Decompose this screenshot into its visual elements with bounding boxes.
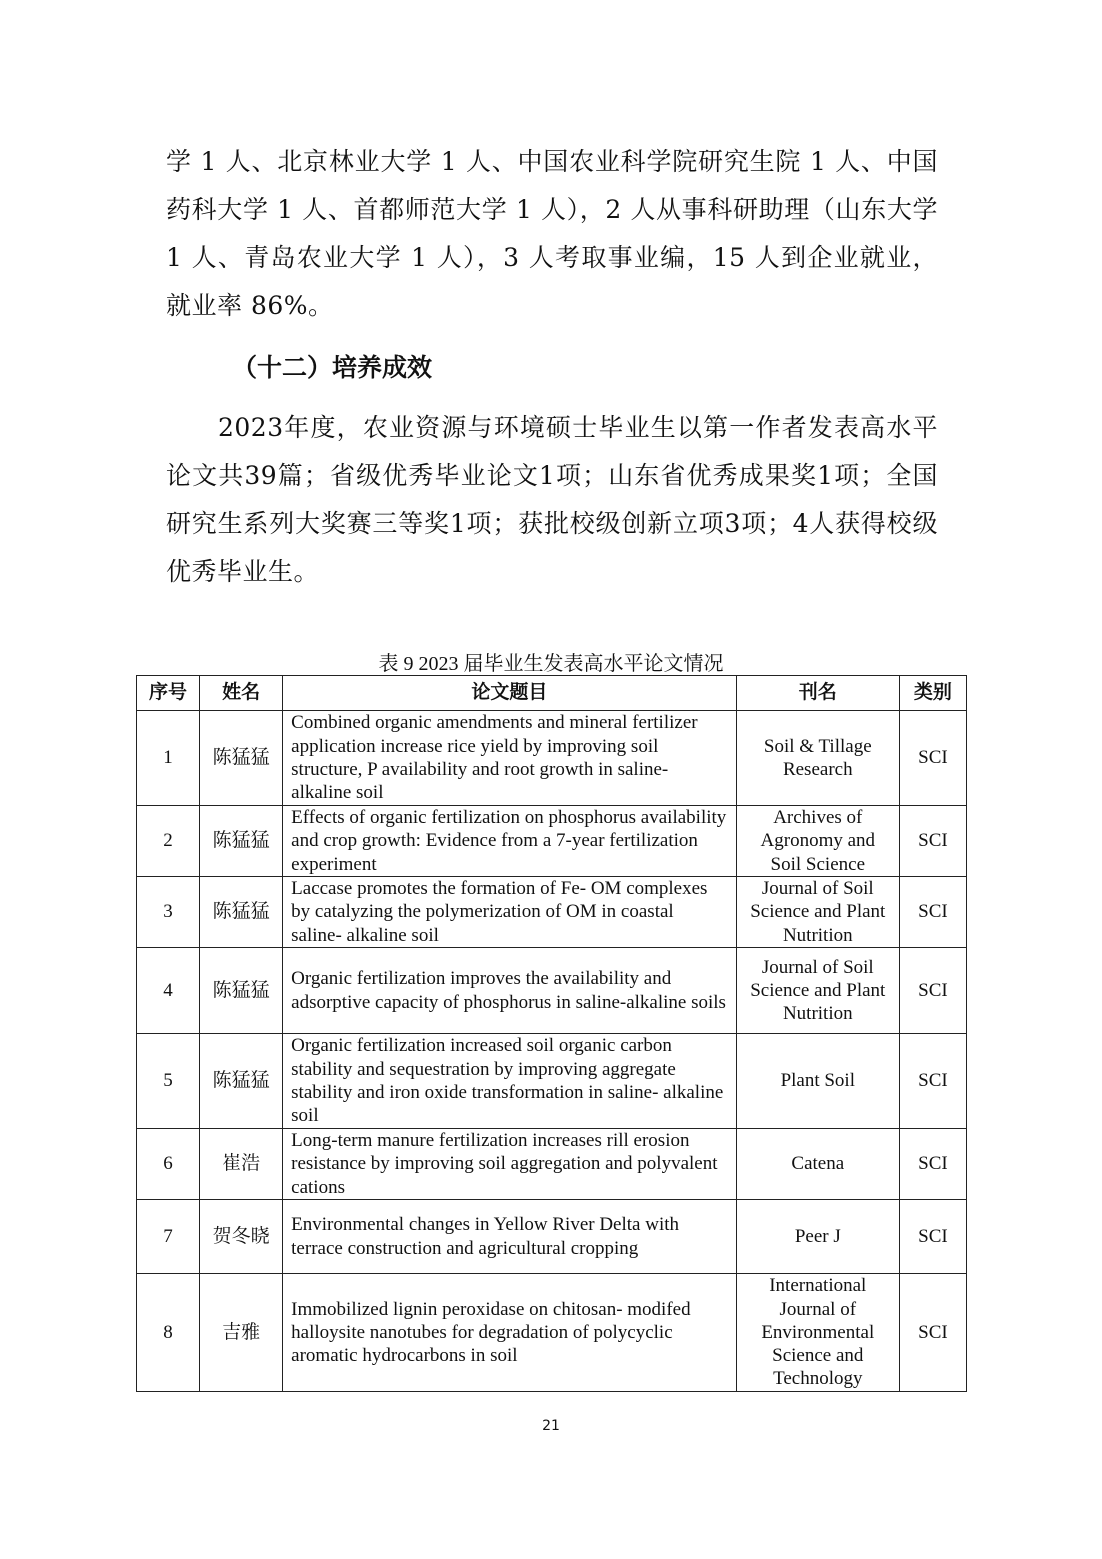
author-name: 陈猛猛 bbox=[200, 1034, 283, 1129]
table-header-row bbox=[137, 676, 967, 711]
table-row bbox=[137, 1034, 967, 1129]
author-name: 崔浩 bbox=[200, 1129, 283, 1200]
row-number: 7 bbox=[137, 1200, 200, 1274]
paper-title: Effects of organic fertilization on phosphorus availability and crop growth: Evidence from a 7-year fertilization experiment bbox=[283, 806, 737, 877]
header-name: 姓名 bbox=[200, 676, 283, 711]
journal-name: International Journal of Environmental Science and Technology bbox=[736, 1274, 899, 1392]
author-name: 吉雅 bbox=[200, 1274, 283, 1392]
page-number: 21 bbox=[542, 1418, 560, 1434]
header-no: 序号 bbox=[137, 676, 200, 711]
paper-type: SCI bbox=[899, 711, 966, 806]
section-heading: （十二）培养成效 bbox=[232, 353, 433, 382]
journal-name: Soil & Tillage Research bbox=[736, 711, 899, 806]
paper-title: Laccase promotes the formation of Fe- OM complexes by catalyzing the polymerization of OM in coastal saline- alkaline soil bbox=[283, 877, 737, 948]
author-name: 陈猛猛 bbox=[200, 806, 283, 877]
paragraph-outcomes: 2023年度，农业资源与环境硕士毕业生以第一作者发表高水平论文共39篇；省级优秀毕业论文1项；山东省优秀成果奖1项；全国研究生系列大奖赛三等奖1项；获批校级创新立项3项；4人获得校级优秀毕业生。 bbox=[166, 413, 938, 586]
journal-name: Journal of Soil Science and Plant Nutrition bbox=[736, 948, 899, 1034]
paper-title: Long-term manure fertilization increases rill erosion resistance by improving soil aggregation and polyvalent cations bbox=[283, 1129, 737, 1200]
paper-type: SCI bbox=[899, 1034, 966, 1129]
row-number: 1 bbox=[137, 711, 200, 806]
journal-name: Catena bbox=[736, 1129, 899, 1200]
table-row bbox=[137, 877, 967, 948]
author-name: 贺冬晓 bbox=[200, 1200, 283, 1274]
paper-type: SCI bbox=[899, 1129, 966, 1200]
paper-type: SCI bbox=[899, 948, 966, 1034]
row-number: 5 bbox=[137, 1034, 200, 1129]
journal-name: Plant Soil bbox=[736, 1034, 899, 1129]
table-row bbox=[137, 806, 967, 877]
row-number: 8 bbox=[137, 1274, 200, 1392]
paper-type: SCI bbox=[899, 1200, 966, 1274]
table-row bbox=[137, 1129, 967, 1200]
header-title: 论文题目 bbox=[283, 676, 737, 711]
table-row bbox=[137, 1274, 967, 1392]
paper-type: SCI bbox=[899, 806, 966, 877]
header-journal: 刊名 bbox=[736, 676, 899, 711]
header-type: 类别 bbox=[899, 676, 966, 711]
row-number: 3 bbox=[137, 877, 200, 948]
journal-name: Peer J bbox=[736, 1200, 899, 1274]
paper-title: Combined organic amendments and mineral fertilizer application increase rice yield by improving soil structure, P availability and root growth in saline-alkaline soil bbox=[283, 711, 737, 806]
paper-title: Organic fertilization improves the availability and adsorptive capacity of phosphorus in saline-alkaline soils bbox=[283, 948, 737, 1034]
row-number: 2 bbox=[137, 806, 200, 877]
paper-title: Environmental changes in Yellow River Delta with terrace construction and agricultural cropping bbox=[283, 1200, 737, 1274]
paper-title: Organic fertilization increased soil organic carbon stability and sequestration by improving aggregate stability and iron oxide transformation in saline- alkaline soil bbox=[283, 1034, 737, 1129]
table-row bbox=[137, 1200, 967, 1274]
paragraph-employment: 学 1 人、北京林业大学 1 人、中国农业科学院研究生院 1 人、中国药科大学 1 人、首都师范大学 1 人），2 人从事科研助理（山东大学 1 人、青岛农业大学 1 人），3 人考取事业编，15 人到企业就业，就业率 86%。 bbox=[166, 147, 938, 320]
author-name: 陈猛猛 bbox=[200, 877, 283, 948]
paper-title: Immobilized lignin peroxidase on chitosan- modifed halloysite nanotubes for degradation of polycyclic aromatic hydrocarbons in soil bbox=[283, 1274, 737, 1392]
journal-name: Journal of Soil Science and Plant Nutrition bbox=[736, 877, 899, 948]
author-name: 陈猛猛 bbox=[200, 948, 283, 1034]
journal-name: Archives of Agronomy and Soil Science bbox=[736, 806, 899, 877]
table-row bbox=[137, 711, 967, 806]
paper-type: SCI bbox=[899, 1274, 966, 1392]
paper-type: SCI bbox=[899, 877, 966, 948]
author-name: 陈猛猛 bbox=[200, 711, 283, 806]
table-caption: 表 9 2023 届毕业生发表高水平论文情况 bbox=[378, 653, 724, 675]
row-number: 6 bbox=[137, 1129, 200, 1200]
row-number: 4 bbox=[137, 948, 200, 1034]
papers-table bbox=[136, 675, 967, 1392]
table-row bbox=[137, 948, 967, 1034]
